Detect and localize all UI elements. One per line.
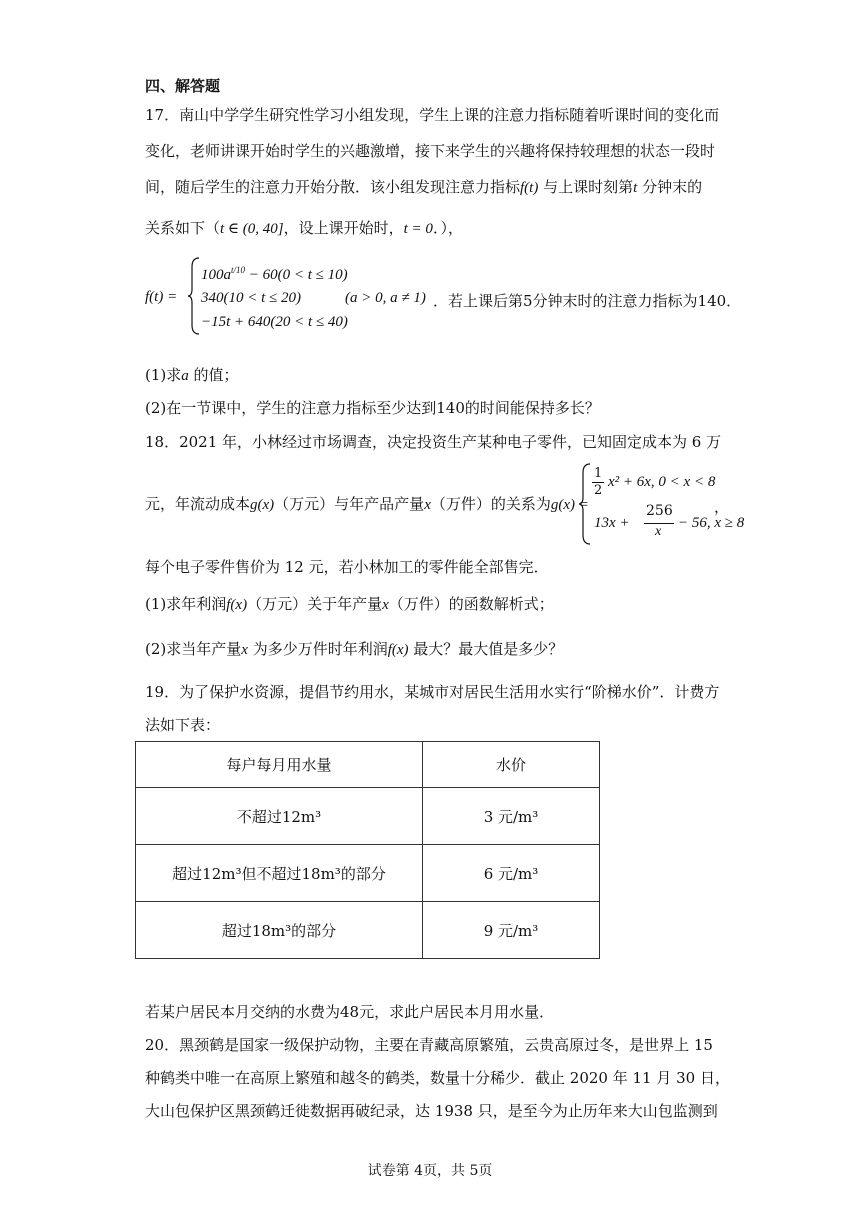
q19-line2: 法如下表： (145, 716, 221, 734)
q17-cond: (a > 0, a ≠ 1) (345, 290, 426, 306)
q17-line3-end: 分钟末的 (637, 178, 703, 196)
q18-sub2-f: f(x) (387, 642, 409, 658)
table-cell-price: 9 元/m³ (423, 902, 600, 959)
q18-line2 (145, 493, 589, 516)
q18-sub1-c: （万件）的函数解析式； (388, 595, 554, 613)
q20-line3: 大山包保护区黑颈鹤迁徙数据再破纪录，达 1938 只，是至今为止历年来大山包监测到 (145, 1102, 718, 1120)
q18-case1-den: 2 (594, 483, 603, 498)
q18-line2-c: （万件）的关系为 (430, 495, 551, 513)
q18-line1: 18．2021 年，小林经过市场调查，决定投资生产某种电子零件，已知固定成本为 6 万 (145, 433, 722, 451)
table-header-row (136, 742, 600, 788)
q18-case2-den: x (655, 524, 662, 539)
q17-case1 (201, 265, 348, 284)
q17-line2: 变化，老师讲课开始时学生的兴趣激增，接下来学生的兴趣将保持较理想的状态一段时 (145, 142, 716, 160)
q17-after-cond: ．若上课后第5分钟末时的注意力指标为140． (433, 292, 742, 310)
q18-sub2-a: (2)求当年产量 (145, 640, 242, 658)
q18-case2 (594, 503, 745, 545)
table-cell-price: 6 元/m³ (423, 845, 600, 902)
q17-sub1-end: 的值； (188, 366, 239, 384)
table-header-price: 水价 (423, 742, 600, 788)
q17-line3-f: f(t) (520, 180, 539, 196)
q18-line2-x: x (424, 497, 431, 513)
q17-case1-exp: t/10 (231, 265, 246, 275)
q17-line4-b: ，设上课开始时， (283, 219, 404, 237)
q17-line4-a: 关系如下（ (145, 219, 221, 237)
q17-line4-math2: t = 0 (403, 221, 433, 237)
table-cell-usage: 不超过12m³ (136, 788, 423, 845)
table-cell-price: 3 元/m³ (423, 788, 600, 845)
q18-case1-num: 1 (594, 466, 603, 481)
table-cell-usage: 超过12m³但不超过18m³的部分 (136, 845, 423, 902)
q18-sub1-f: f(x) (226, 597, 248, 613)
q17-line3-text: 间，随后学生的注意力开始分散．该小组发现注意力指标 (145, 178, 521, 196)
q18-case2-pre: 13x + (594, 515, 630, 531)
q18-sub1-b: （万元）关于年产量 (247, 595, 383, 613)
q18-case2-num: 256 (646, 503, 673, 519)
q18-line2-g2: g(x) = (550, 497, 589, 513)
q17-line4-math: t ∈ (0, 40] (220, 221, 284, 237)
q17-line4-c: ．）， (432, 219, 463, 237)
q18-line2-g: g(x) (250, 497, 275, 513)
q18-case2-rest: − 56, x ≥ 8 (678, 515, 745, 531)
q17-line4 (145, 217, 463, 240)
q17-line1: 17．南山中学学生研究性学习小组发现，学生上课的注意力指标随着听课时间的变化而 (145, 106, 720, 124)
q17-sub1-var: a (181, 368, 189, 384)
q17-case1-base: 100a (201, 267, 231, 283)
q18-line2-b: （万元）与年产品产量 (274, 495, 425, 513)
q18-comma: ， (714, 498, 730, 516)
q18-sub2 (145, 638, 563, 661)
q18-sub2-c: 最大？最大值是多少？ (408, 640, 564, 658)
q19-line1: 19．为了保护水资源，提倡节约用水，某城市对居民生活用水实行“阶梯水价”．计费方 (145, 683, 720, 701)
q20-line2: 种鹤类中唯一在高原上繁殖和越冬的鹤类，数量十分稀少．截止 2020 年 11 月 30 日， (145, 1069, 730, 1087)
table-cell-usage: 超过18m³的部分 (136, 902, 423, 959)
q17-case3: −15t + 640(20 < t ≤ 40) (201, 314, 348, 330)
q17-fn-lhs: f(t) = (145, 289, 178, 305)
table-row (136, 845, 600, 902)
q17-line3-mid: 与上课时刻第 (538, 178, 634, 196)
water-price-table (135, 741, 600, 959)
page-footer: 试卷第 4页，共 5页 (367, 1163, 493, 1179)
q18-sub2-x: x (241, 642, 248, 658)
q18-sub1-a: (1)求年利润 (145, 595, 227, 613)
table-row (136, 788, 600, 845)
q17-sub1-text: (1)求 (145, 366, 182, 384)
q19-after: 若某户居民本月交纳的水费为48元，求此户居民本月用水量． (145, 1003, 555, 1021)
q18-sub1 (145, 593, 554, 616)
left-brace-icon (187, 257, 201, 335)
q20-line1: 20．黑颈鹤是国家一级保护动物，主要在青藏高原繁殖，云贵高原过冬，是世界上 15 (145, 1036, 713, 1054)
q17-line3 (145, 176, 702, 199)
q18-sub1-x: x (382, 597, 389, 613)
q17-case1-rest: − 60(0 < t ≤ 10) (245, 267, 348, 283)
q18-line3: 每个电子零件售价为 12 元，若小林加工的零件能全部售完． (145, 558, 549, 576)
q17-line3-t: t (633, 180, 638, 196)
q18-case1 (594, 466, 734, 502)
q18-sub2-b: 为多少万件时年利润 (247, 640, 388, 658)
q18-line2-a: 元，年流动成本 (145, 495, 251, 513)
q17-sub2: (2)在一节课中，学生的注意力指标至少达到140的时间能保持多长？ (145, 399, 600, 417)
q17-piecewise-function (145, 255, 785, 335)
q17-case2: 340(10 < t ≤ 20) (201, 290, 302, 306)
section-title: 四、解答题 (145, 77, 221, 95)
q18-case1-rest: x² + 6x, 0 < x < 8 (608, 474, 716, 490)
q17-sub1 (145, 364, 239, 387)
table-row (136, 902, 600, 959)
left-brace-icon (578, 463, 592, 545)
table-header-usage: 每户每月用水量 (136, 742, 423, 788)
